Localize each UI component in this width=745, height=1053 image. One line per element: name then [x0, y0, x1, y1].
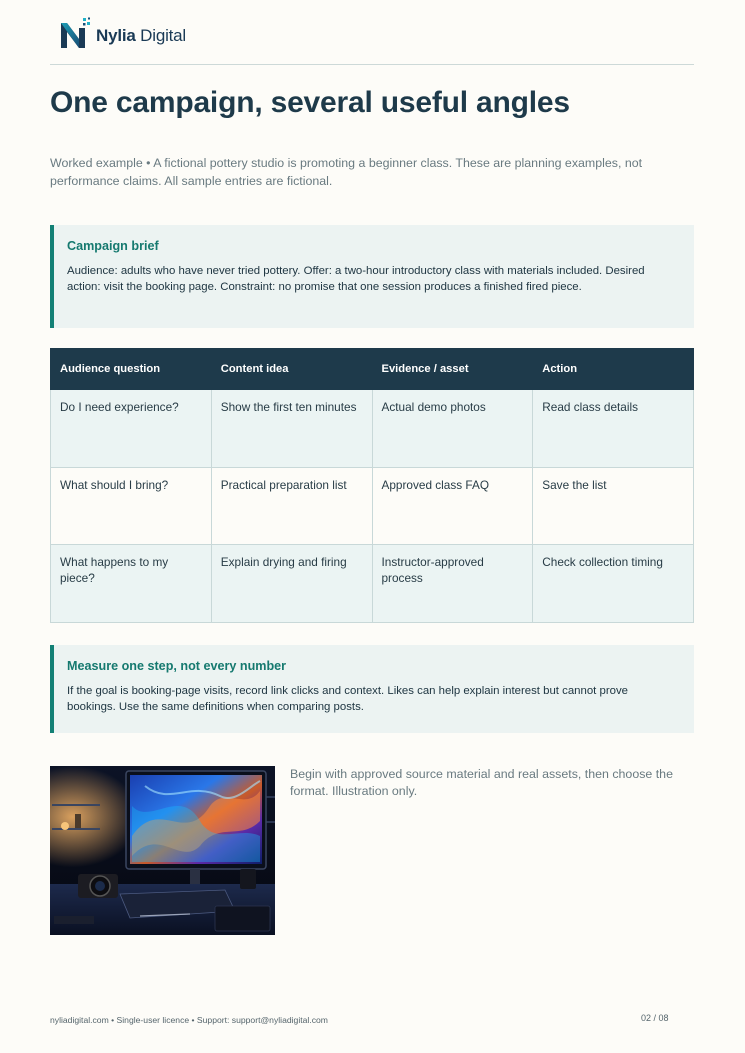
table-cell: Read class details — [533, 390, 694, 468]
image-caption: Begin with approved source material and real assets, then choose the format. Illustration only. — [290, 767, 673, 798]
column-header-audience-question: Audience question — [51, 349, 212, 390]
table-cell: Do I need experience? — [51, 390, 212, 468]
page-title: One campaign, several useful angles — [50, 86, 570, 119]
brand-name-strong: Nylia — [96, 25, 136, 45]
table-row — [51, 545, 694, 623]
table-header-row — [51, 349, 694, 390]
brand-name-light: Digital — [140, 25, 187, 45]
page-number: 02 / 08 — [641, 1013, 669, 1023]
brand-wordmark — [96, 27, 186, 44]
header-divider — [50, 64, 694, 65]
table-cell: What happens to my piece? — [51, 545, 212, 623]
table-cell: Actual demo photos — [372, 390, 533, 468]
table-cell: Approved class FAQ — [372, 467, 533, 545]
column-header-action: Action — [533, 349, 694, 390]
brand-logo — [58, 17, 186, 53]
footer-text: nyliadigital.com • Single-user licence • Support: support@nyliadigital.com — [50, 1015, 328, 1025]
table-cell: Show the first ten minutes — [211, 390, 372, 468]
intro-text: Worked example • A fictional pottery studio is promoting a beginner class. These are planning examples, not performance claims. All sample entries are fictional. — [50, 156, 643, 188]
nylia-n-logo-icon — [58, 17, 94, 53]
table-row — [51, 467, 694, 545]
campaign-brief-title: Campaign brief — [67, 239, 159, 253]
measurement-callout — [50, 645, 694, 733]
campaign-brief-callout — [50, 225, 694, 328]
measurement-body: If the goal is booking-page visits, record link clicks and context. Likes can help explain interest but cannot prove bookings. Use the same definitions when comparing posts. — [67, 685, 628, 713]
desk-monitor-photo — [50, 766, 275, 935]
table-cell: Check collection timing — [533, 545, 694, 623]
table-cell: Save the list — [533, 467, 694, 545]
planning-table — [50, 348, 694, 623]
column-header-content-idea: Content idea — [211, 349, 372, 390]
column-header-evidence-asset: Evidence / asset — [372, 349, 533, 390]
campaign-brief-body: Audience: adults who have never tried pottery. Offer: a two-hour introductory class with materials included. Desired action: visit the booking page. Constraint: no promise that one session produces a finished fired piece. — [67, 265, 645, 293]
table-cell: What should I bring? — [51, 467, 212, 545]
measurement-title: Measure one step, not every number — [67, 659, 287, 673]
table-cell: Practical preparation list — [211, 467, 372, 545]
table-cell: Instructor-approved process — [372, 545, 533, 623]
table-row — [51, 390, 694, 468]
table-cell: Explain drying and firing — [211, 545, 372, 623]
